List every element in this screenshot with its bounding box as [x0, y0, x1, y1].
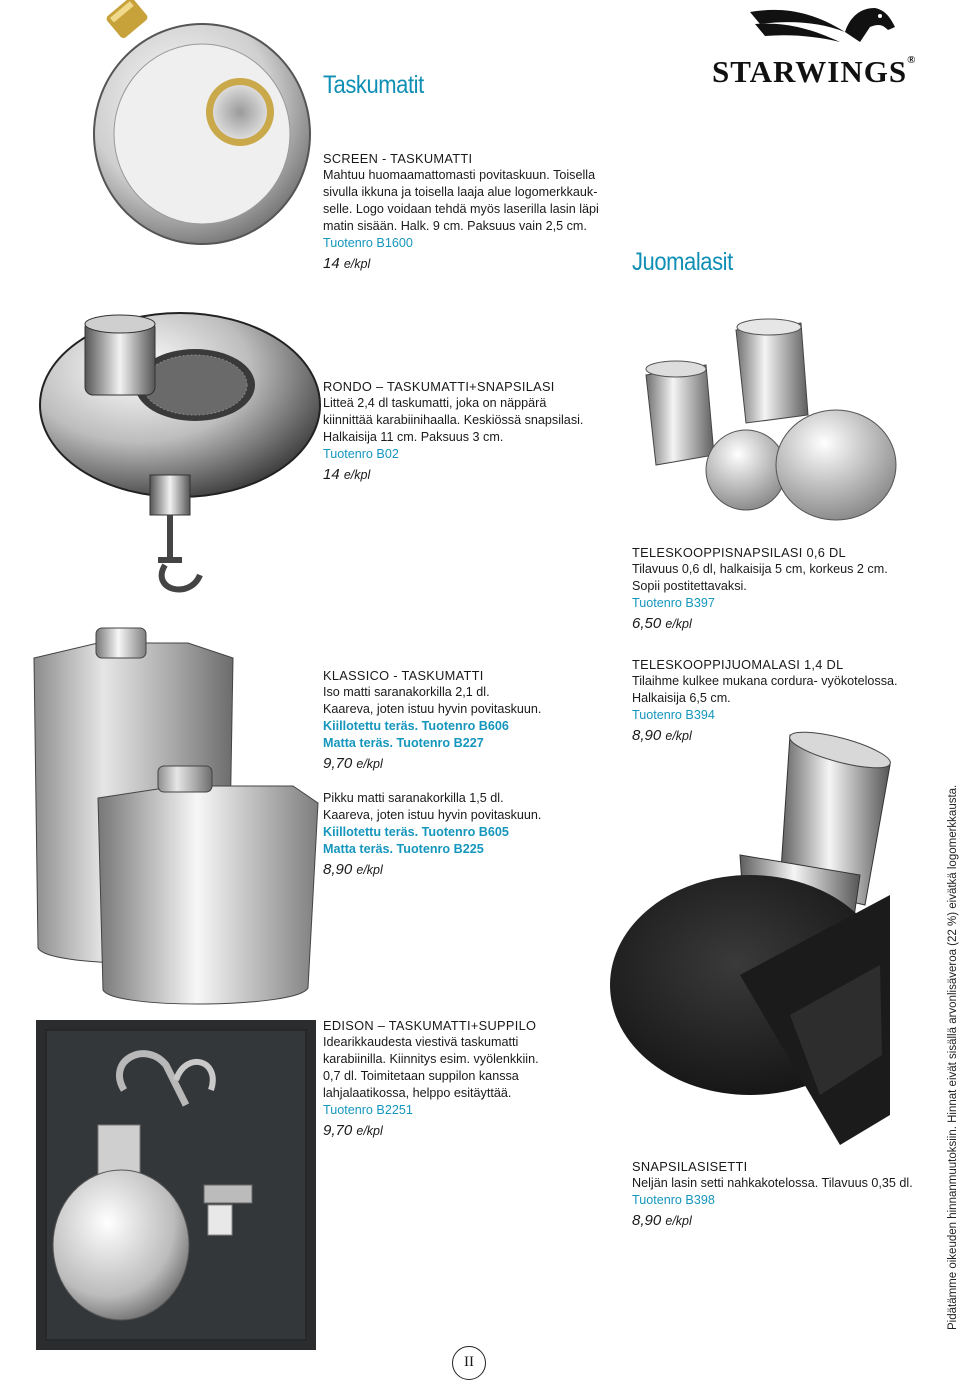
description-line: Tilaihme kulkee mukana cordura- vyökotelossa.: [632, 674, 898, 688]
polished-variant: Kiillotettu teräs. Tuotenro B606: [323, 719, 509, 733]
description-line: Pikku matti saranakorkilla 1,5 dl.: [323, 791, 504, 805]
product-rondo: [323, 378, 583, 484]
product-klassico: [323, 667, 541, 879]
product-code: Tuotenro B397: [632, 596, 715, 610]
product-code: Tuotenro B398: [632, 1193, 715, 1207]
product-price: 6,50 e/kpl: [632, 615, 692, 632]
description-line: 0,7 dl. Toimitetaan suppilon kanssa: [323, 1069, 519, 1083]
description-line: karabiinilla. Kiinnitys esim. vyölenkkiin.: [323, 1052, 539, 1066]
description-line: kiinnittää karabiinihaalla. Keskiössä snapsilasi.: [323, 413, 584, 427]
page-number: II: [452, 1346, 486, 1380]
klassico-flask-photo: [28, 618, 318, 1013]
product-name: TELESKOOPPIJUOMALASI 1,4 DL: [632, 657, 844, 672]
section-title-juomalasit: Juomalasit: [632, 248, 733, 276]
description-line: Tilavuus 0,6 dl, halkaisija 5 cm, korkeus 2 cm.: [632, 562, 888, 576]
price-disclaimer: Pidätämme oikeuden hinnanmuutoksiin. Hinnat eivät sisällä arvonlisäveroa (22 %) eivätkä logomerkkausta.: [947, 784, 959, 1330]
description-line: Sopii postitettavaksi.: [632, 579, 747, 593]
product-name: EDISON – TASKUMATTI+SUPPILO: [323, 1018, 537, 1033]
description-line: Halkaisija 11 cm. Paksuus 3 cm.: [323, 430, 504, 444]
product-name: SCREEN - TASKUMATTI: [323, 151, 473, 166]
product-edison: [323, 1017, 539, 1140]
edison-gift-box-photo: [36, 1020, 316, 1350]
product-price: 8,90 e/kpl: [632, 727, 692, 744]
description-line: Litteä 2,4 dl taskumatti, joka on näppärä: [323, 396, 547, 410]
product-teleskooppijuomalasi: [632, 656, 898, 745]
product-screen: [323, 150, 599, 273]
product-code: Tuotenro B394: [632, 708, 715, 722]
product-name: KLASSICO - TASKUMATTI: [323, 668, 484, 683]
description-line: matin sisään. Halk. 9 cm. Paksuus vain 2,5 cm.: [323, 219, 587, 233]
product-price: 8,90 e/kpl: [323, 861, 383, 878]
description-line: Neljän lasin setti nahkakotelossa. Tilavuus 0,35 dl.: [632, 1176, 913, 1190]
starwings-logo: [712, 2, 932, 88]
product-name: TELESKOOPPISNAPSILASI 0,6 DL: [632, 545, 846, 560]
description-line: Iso matti saranakorkilla 2,1 dl.: [323, 685, 490, 699]
matte-variant: Matta teräs. Tuotenro B227: [323, 736, 484, 750]
product-price: 9,70 e/kpl: [323, 1122, 383, 1139]
brand-name: STARWINGS: [712, 54, 908, 89]
product-price: 14 e/kpl: [323, 466, 371, 483]
description-line: sivulla ikkuna ja toisella laaja alue logomerkkauk-: [323, 185, 598, 199]
product-code: Tuotenro B2251: [323, 1103, 413, 1117]
description-line: Halkaisija 6,5 cm.: [632, 691, 731, 705]
telescopic-cups-photo: [636, 305, 916, 525]
product-teleskooppisnapsilasi: [632, 544, 888, 633]
description-line: lahjalaatikossa, helppo esitäyttää.: [323, 1086, 512, 1100]
product-snapsilasisetti: [632, 1158, 913, 1230]
description-line: selle. Logo voidaan tehdä myös laserilla lasin läpi: [323, 202, 599, 216]
description-line: Kaareva, joten istuu hyvin povitaskuun.: [323, 808, 542, 822]
product-price: 8,90 e/kpl: [632, 1212, 692, 1229]
description-line: Kaareva, joten istuu hyvin povitaskuun.: [323, 702, 542, 716]
registered-mark: ®: [907, 54, 917, 66]
product-price: 14 e/kpl: [323, 255, 371, 272]
product-code: Tuotenro B02: [323, 447, 399, 461]
winged-horse-icon: [750, 2, 900, 52]
section-title-taskumatit: Taskumatit: [323, 71, 424, 99]
matte-variant: Matta teräs. Tuotenro B225: [323, 842, 484, 856]
product-code: Tuotenro B1600: [323, 236, 413, 250]
screen-flask-photo: [90, 0, 315, 249]
polished-variant: Kiillotettu teräs. Tuotenro B605: [323, 825, 509, 839]
rondo-flask-photo: [30, 310, 320, 610]
description-line: Mahtuu huomaamattomasti povitaskuun. Toisella: [323, 168, 596, 182]
description-line: Idearikkaudesta viestivä taskumatti: [323, 1035, 519, 1049]
shot-glass-set-photo: [590, 715, 920, 1155]
product-price: 9,70 e/kpl: [323, 755, 383, 772]
product-name: SNAPSILASISETTI: [632, 1159, 748, 1174]
product-name: RONDO – TASKUMATTI+SNAPSILASI: [323, 379, 555, 394]
